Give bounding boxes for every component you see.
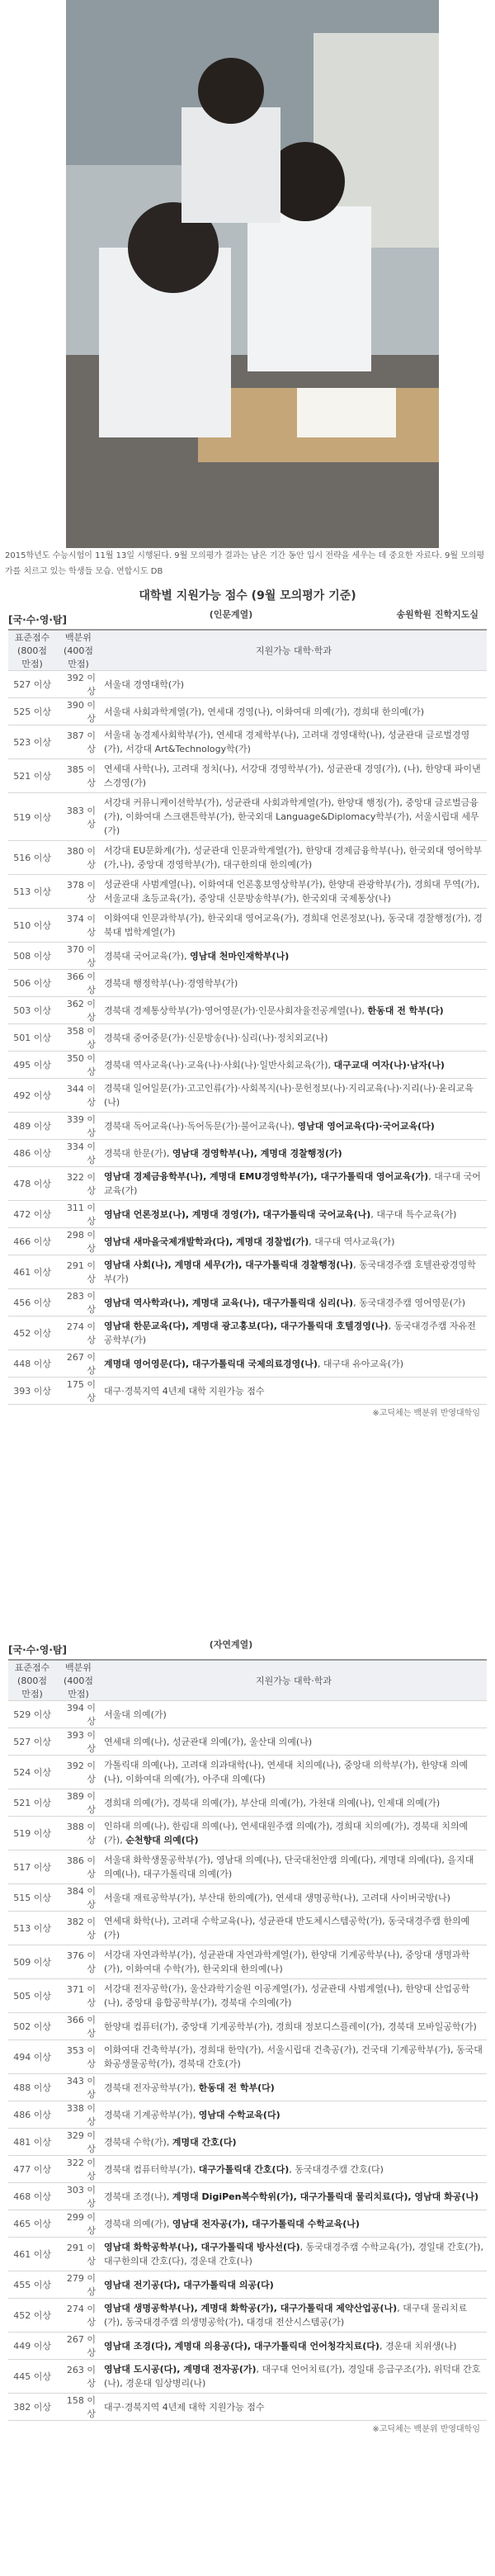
photo-illustration bbox=[66, 0, 439, 548]
percentile-university-highlight: 영남대 경제금융학부(나), 계명대 EMU경영학부(가), 대구가톨릭대 영어교육(가) bbox=[104, 1171, 429, 1182]
standard-score-cell: 486 이상 bbox=[8, 1140, 56, 1167]
universities-cell: 영남대 도시공(다), 계명대 전자공(가), 대구대 언어치료(가), 경일대 응급구조(가), 위덕대 간호(나), 경운대 임상병리(나) bbox=[101, 2360, 487, 2394]
table-row bbox=[8, 943, 487, 970]
percentile-cell: 362 이상 bbox=[56, 997, 101, 1024]
standard-score-cell: 452 이상 bbox=[8, 2299, 56, 2333]
table-row bbox=[8, 1350, 487, 1378]
standard-score-cell: 523 이상 bbox=[8, 726, 56, 759]
table-row bbox=[8, 698, 487, 726]
table-row bbox=[8, 1701, 487, 1728]
standard-score-cell: 478 이상 bbox=[8, 1167, 56, 1201]
table-row bbox=[8, 1912, 487, 1945]
standard-score-cell: 465 이상 bbox=[8, 2210, 56, 2238]
universities-cell: 영남대 조경(다), 계명대 의용공(다), 대구가톨릭대 언어청각치료(다), 경운대 치위생(나) bbox=[101, 2333, 487, 2360]
table-row bbox=[8, 726, 487, 759]
universities-cell: 경북대 의예(가), 영남대 전자공(가), 대구가톨릭대 수학교육(나) bbox=[101, 2210, 487, 2238]
natural-table-body bbox=[8, 1701, 487, 2421]
percentile-cell: 382 이상 bbox=[56, 1912, 101, 1945]
standard-score-cell: 495 이상 bbox=[8, 1052, 56, 1079]
percentile-cell: 291 이상 bbox=[56, 2238, 101, 2271]
standard-score-cell: 472 이상 bbox=[8, 1201, 56, 1228]
universities-cell: 서강대 전자공학(가), 울산과학기술원 이공계열(가), 성균관대 사범계열(나), 한양대 산업공학(나), 중앙대 융합공학부(가), 경북대 수의예(가) bbox=[101, 1979, 487, 2013]
table-row bbox=[8, 841, 487, 875]
universities-cell: 이화여대 인문과학부(가), 한국외대 영어교육(가), 경희대 언론정보(나), 동국대 경찰행정(가), 경북대 법학계열(가) bbox=[101, 909, 487, 943]
percentile-cell: 267 이상 bbox=[56, 2333, 101, 2360]
table-row bbox=[8, 1756, 487, 1789]
table-row bbox=[8, 2210, 487, 2238]
standard-score-cell: 466 이상 bbox=[8, 1228, 56, 1255]
percentile-cell: 376 이상 bbox=[56, 1945, 101, 1979]
table-row bbox=[8, 2333, 487, 2360]
percentile-cell: 374 이상 bbox=[56, 909, 101, 943]
table-row bbox=[8, 1850, 487, 1884]
universities-cell: 대구·경북지역 4년제 대학 지원가능 점수 bbox=[101, 1378, 487, 1405]
standard-score-cell: 519 이상 bbox=[8, 793, 56, 841]
universities-cell: 경북대 수학(가), 계명대 간호(다) bbox=[101, 2129, 487, 2156]
universities-cell: 계명대 영어영문(다), 대구가톨릭대 국제의료경영(나), 대구대 유아교육(가) bbox=[101, 1350, 487, 1378]
table-row bbox=[8, 2299, 487, 2333]
students-exam-photo bbox=[66, 0, 439, 548]
percentile-university-highlight: 영남대 역사학과(나), 계명대 교육(나), 대구가톨릭대 심리(나) bbox=[104, 1297, 354, 1308]
section-subheader bbox=[8, 607, 487, 629]
universities-cell: 서울대 화학생물공학부(가), 영남대 의예(나), 단국대천안캠 의예(다), 계명대 의예(다), 을지대 의예(나), 대구가톨릭대 의예(가) bbox=[101, 1850, 487, 1884]
standard-score-cell: 382 이상 bbox=[8, 2394, 56, 2421]
percentile-cell: 334 이상 bbox=[56, 1140, 101, 1167]
standard-score-cell: 445 이상 bbox=[8, 2360, 56, 2394]
universities-cell: 경북대 중어중문(가)·신문방송(나)·심리(나)·정치외교(나) bbox=[101, 1024, 487, 1052]
percentile-cell: 378 이상 bbox=[56, 875, 101, 909]
table-row bbox=[8, 1167, 487, 1201]
universities-cell: 경북대 기계공학부(가), 영남대 수학교육(다) bbox=[101, 2101, 487, 2129]
percentile-cell: 390 이상 bbox=[56, 698, 101, 726]
standard-score-cell: 393 이상 bbox=[8, 1378, 56, 1405]
table-row bbox=[8, 875, 487, 909]
percentile-cell: 299 이상 bbox=[56, 2210, 101, 2238]
universities-cell: 경북대 행정학부(나)·경영학부(가) bbox=[101, 970, 487, 997]
standard-score-cell: 516 이상 bbox=[8, 841, 56, 875]
natural-section bbox=[8, 1638, 487, 2439]
percentile-university-highlight: 영남대 새마을국제개발학과(다), 계명대 경찰법(가) bbox=[104, 1236, 309, 1247]
percentile-university-highlight: 영남대 생명공학부(나), 계명대 화학공(가), 대구가톨릭대 제약산업공(나) bbox=[104, 2303, 398, 2314]
standard-score-cell: 468 이상 bbox=[8, 2183, 56, 2210]
percentile-university-highlight: 영남대 한문교육(다), 계명대 광고홍보(다), 대구가톨릭대 호텔경영(나) bbox=[104, 1321, 389, 1331]
standard-score-cell: 492 이상 bbox=[8, 1079, 56, 1113]
universities-cell: 서강대 커뮤니케이션학부(가), 성균관대 사회과학계열(가), 한양대 행정(가), 중앙대 글로벌금융(가), 이화여대 스크랜튼학부(가), 한국외대 Language&Diplomacy학부(가), 서울시립대 세무(가) bbox=[101, 793, 487, 841]
humanities-table bbox=[8, 629, 487, 1405]
percentile-university-highlight: 계명대 영어영문(다), 대구가톨릭대 국제의료경영(나) bbox=[104, 1358, 318, 1369]
percentile-university-highlight: 영남대 사회(나), 계명대 세무(가), 대구가톨릭대 경찰행정(나) bbox=[104, 1260, 354, 1270]
table-row bbox=[8, 1945, 487, 1979]
standard-score-cell: 505 이상 bbox=[8, 1979, 56, 2013]
percentile-cell: 387 이상 bbox=[56, 726, 101, 759]
percentile-cell: 350 이상 bbox=[56, 1052, 101, 1079]
percentile-cell: 267 이상 bbox=[56, 1350, 101, 1378]
percentile-cell: 298 이상 bbox=[56, 1228, 101, 1255]
universities-cell: 경북대 경제통상학부(가)·영어영문(가)·인문사회자율전공계열(나), 한동대 전 학부(다) bbox=[101, 997, 487, 1024]
standard-score-cell: 503 이상 bbox=[8, 997, 56, 1024]
percentile-university-highlight: 영남대 수학교육(다) bbox=[198, 2109, 280, 2120]
percentile-cell: 311 이상 bbox=[56, 1201, 101, 1228]
percentile-cell: 353 이상 bbox=[56, 2040, 101, 2074]
percentile-cell: 175 이상 bbox=[56, 1378, 101, 1405]
table-row bbox=[8, 1979, 487, 2013]
percentile-university-highlight: 영남대 화학공학부(나), 대구가톨릭대 방사선(다) bbox=[104, 2242, 300, 2252]
table-row bbox=[8, 793, 487, 841]
table-row bbox=[8, 1024, 487, 1052]
percentile-cell: 392 이상 bbox=[56, 1756, 101, 1789]
section-title: 대학별 지원가능 점수 (9월 모의평가 기준) bbox=[139, 589, 356, 603]
standard-score-cell: 521 이상 bbox=[8, 1789, 56, 1817]
universities-cell: 영남대 한문교육(다), 계명대 광고홍보(다), 대구가톨릭대 호텔경영(나), 동국대경주캠 자유전공학부(가) bbox=[101, 1316, 487, 1350]
percentile-cell: 370 이상 bbox=[56, 943, 101, 970]
universities-cell: 연세대 사학(나), 고려대 정치(나), 서강대 경영학부(가), 성균관대 경영(가), (나), 한양대 파이낸스경영(가) bbox=[101, 759, 487, 793]
universities-cell: 대구·경북지역 4년제 대학 지원가능 점수 bbox=[101, 2394, 487, 2421]
standard-score-cell: 455 이상 bbox=[8, 2271, 56, 2299]
table-row bbox=[8, 2238, 487, 2271]
percentile-university-highlight: 영남대 전기공(다), 대구가톨릭대 의공(다) bbox=[104, 2279, 274, 2290]
standard-score-cell: 517 이상 bbox=[8, 1850, 56, 1884]
humanities-section bbox=[8, 584, 487, 1423]
table-row bbox=[8, 1201, 487, 1228]
universities-cell: 경북대 컴퓨터학부(가), 대구가톨릭대 간호(다), 동국대경주캠 간호(다) bbox=[101, 2156, 487, 2183]
section-label: [국·수·영·탐] bbox=[8, 1644, 68, 1656]
table-row bbox=[8, 759, 487, 793]
standard-score-cell: 519 이상 bbox=[8, 1817, 56, 1850]
standard-score-cell: 489 이상 bbox=[8, 1113, 56, 1140]
percentile-university-highlight: 대구교대 여자(나)·남자(나) bbox=[333, 1059, 445, 1071]
standard-score-cell: 508 이상 bbox=[8, 943, 56, 970]
table-row bbox=[8, 2129, 487, 2156]
universities-cell: 영남대 새마을국제개발학과(다), 계명대 경찰법(가), 대구대 역사교육(가) bbox=[101, 1228, 487, 1255]
universities-cell: 경북대 조경(나), 계명대 DigiPen복수학위(가), 대구가톨릭대 물리치료(다), 영남대 화공(나) bbox=[101, 2183, 487, 2210]
universities-cell: 경희대 의예(가), 경북대 의예(가), 부산대 의예(가), 가천대 의예(나), 인제대 의예(가) bbox=[101, 1789, 487, 1817]
percentile-cell: 343 이상 bbox=[56, 2074, 101, 2101]
universities-cell: 영남대 사회(나), 계명대 세무(가), 대구가톨릭대 경찰행정(나), 동국대경주캠 호텔관광경영학부(가) bbox=[101, 1255, 487, 1289]
table-row bbox=[8, 671, 487, 698]
percentile-university-highlight: 순천향대 의예(다) bbox=[125, 1835, 199, 1846]
percentile-university-highlight: 한동대 전 학부(다) bbox=[367, 1004, 444, 1016]
universities-cell: 경북대 일어일문(가)·고고인류(가)·사회복지(나)·문헌정보(나)·지리교육(나)·지리(나)·윤리교육(나) bbox=[101, 1079, 487, 1113]
universities-cell: 서울대 의예(가) bbox=[101, 1701, 487, 1728]
category-label: (인문계열) bbox=[209, 609, 253, 620]
table-row bbox=[8, 1079, 487, 1113]
standard-score-cell: 481 이상 bbox=[8, 2129, 56, 2156]
standard-score-cell: 513 이상 bbox=[8, 1912, 56, 1945]
table-row bbox=[8, 970, 487, 997]
standard-score-cell: 524 이상 bbox=[8, 1756, 56, 1789]
table-row bbox=[8, 2394, 487, 2421]
percentile-cell: 158 이상 bbox=[56, 2394, 101, 2421]
percentile-cell: 274 이상 bbox=[56, 1316, 101, 1350]
percentile-university-highlight: 대구가톨릭대 간호(다) bbox=[198, 2163, 290, 2175]
percentile-university-highlight: 영남대 도시공(다), 계명대 전자공(가) bbox=[104, 2364, 257, 2375]
percentile-university-highlight: 영남대 전자공(가), 대구가톨릭대 수학교육(나) bbox=[172, 2218, 360, 2229]
table-row bbox=[8, 1052, 487, 1079]
table-row bbox=[8, 1817, 487, 1850]
col-percentile: 백분위 (400점 만점) bbox=[56, 630, 101, 671]
universities-cell: 성균관대 사범계열(나), 이화여대 언론홍보영상학부(가), 한양대 관광학부(가), 경희대 무역(가), 서울교대 초등교육(가), 중앙대 신문방송학부(가), 한국외대 국제통상(나) bbox=[101, 875, 487, 909]
percentile-cell: 303 이상 bbox=[56, 2183, 101, 2210]
universities-cell: 서울대 농경제사회학부(가), 연세대 경제학부(나), 고려대 경영대학(나), 성균관대 글로벌경영(가), 서강대 Art&Technology학(가) bbox=[101, 726, 487, 759]
standard-score-cell: 509 이상 bbox=[8, 1945, 56, 1979]
standard-score-cell: 449 이상 bbox=[8, 2333, 56, 2360]
percentile-university-highlight: 한동대 전 학부(다) bbox=[198, 2082, 275, 2093]
standard-score-cell: 488 이상 bbox=[8, 2074, 56, 2101]
standard-score-cell: 477 이상 bbox=[8, 2156, 56, 2183]
standard-score-cell: 527 이상 bbox=[8, 671, 56, 698]
standard-score-cell: 452 이상 bbox=[8, 1316, 56, 1350]
percentile-cell: 366 이상 bbox=[56, 2013, 101, 2040]
col-standard-score: 표준점수 (800점 만점) bbox=[8, 1660, 56, 1701]
standard-score-cell: 486 이상 bbox=[8, 2101, 56, 2129]
standard-score-cell: 448 이상 bbox=[8, 1350, 56, 1378]
table-header-row bbox=[8, 1660, 487, 1701]
table-row bbox=[8, 1289, 487, 1316]
percentile-university-highlight: 영남대 조경(다), 계명대 의용공(다), 대구가톨릭대 언어청각치료(다) bbox=[104, 2340, 380, 2351]
percentile-cell: 394 이상 bbox=[56, 1701, 101, 1728]
universities-cell: 가톨릭대 의예(나), 고려대 의과대학(나), 연세대 치의예(나), 중앙대 의학부(가), 한양대 의예(나), 이화여대 의예(가), 아주대 의예(다) bbox=[101, 1756, 487, 1789]
col-standard-score: 표준점수 (800점 만점) bbox=[8, 630, 56, 671]
percentile-cell: 392 이상 bbox=[56, 671, 101, 698]
universities-cell: 영남대 역사학과(나), 계명대 교육(나), 대구가톨릭대 심리(나), 동국대경주캠 영어영문(가) bbox=[101, 1289, 487, 1316]
table-row bbox=[8, 1789, 487, 1817]
source-label: 송원학원 진학지도실 bbox=[396, 609, 478, 620]
standard-score-cell: 506 이상 bbox=[8, 970, 56, 997]
standard-score-cell: 513 이상 bbox=[8, 875, 56, 909]
table-row bbox=[8, 909, 487, 943]
humanities-table-body bbox=[8, 671, 487, 1405]
universities-cell: 경북대 전자공학부(가), 한동대 전 학부(다) bbox=[101, 2074, 487, 2101]
universities-cell: 영남대 경제금융학부(나), 계명대 EMU경영학부(가), 대구가톨릭대 영어교육(가), 대구대 국어교육(가) bbox=[101, 1167, 487, 1201]
percentile-cell: 322 이상 bbox=[56, 2156, 101, 2183]
universities-cell: 한양대 컴퓨터(가), 중앙대 기계공학부(가), 경희대 정보디스플레이(가), 경북대 모바일공학(가) bbox=[101, 2013, 487, 2040]
universities-cell: 서울대 재료공학부(가), 부산대 한의예(가), 연세대 생명공학(나), 고려대 사이버국방(나) bbox=[101, 1884, 487, 1912]
table-row bbox=[8, 2360, 487, 2394]
standard-score-cell: 461 이상 bbox=[8, 1255, 56, 1289]
percentile-university-highlight: 영남대 언론정보(나), 계명대 경영(가), 대구가톨릭대 국어교육(나) bbox=[104, 1208, 371, 1220]
table-row bbox=[8, 997, 487, 1024]
percentile-cell: 329 이상 bbox=[56, 2129, 101, 2156]
percentile-cell: 384 이상 bbox=[56, 1884, 101, 1912]
percentile-cell: 291 이상 bbox=[56, 1255, 101, 1289]
section-label: [국·수·영·탐] bbox=[8, 614, 68, 626]
percentile-cell: 322 이상 bbox=[56, 1167, 101, 1201]
percentile-cell: 388 이상 bbox=[56, 1817, 101, 1850]
standard-score-cell: 529 이상 bbox=[8, 1701, 56, 1728]
universities-cell: 영남대 언론정보(나), 계명대 경영(가), 대구가톨릭대 국어교육(나), 대구대 특수교육(가) bbox=[101, 1201, 487, 1228]
natural-table bbox=[8, 1659, 487, 2421]
photo-caption: 2015학년도 수능시험이 11월 13일 시행된다. 9월 모의평가 결과는 남은 기간 동안 입시 전략을 세우는 데 중요한 자료다. 9월 모의평가를 치르고 있는 학생들 모습. 연합시도 DB bbox=[5, 551, 485, 576]
universities-cell: 경북대 독어교육(나)·독어독문(가)·불어교육(나), 영남대 영어교육(다)·국어교육(다) bbox=[101, 1113, 487, 1140]
percentile-university-highlight: 영남대 영어교육(다)·국어교육(다) bbox=[297, 1120, 435, 1132]
table-row bbox=[8, 1378, 487, 1405]
universities-cell: 인하대 의예(나), 한림대 의예(나), 연세대원주캠 의예(가), 경희대 치의예(가), 경북대 치의예(가), 순천향대 의예(다) bbox=[101, 1817, 487, 1850]
standard-score-cell: 521 이상 bbox=[8, 759, 56, 793]
percentile-cell: 344 이상 bbox=[56, 1079, 101, 1113]
col-universities: 지원가능 대학·학과 bbox=[101, 1660, 487, 1701]
category-label: (자연계열) bbox=[209, 1639, 253, 1650]
universities-cell: 경북대 국어교육(가), 영남대 천마인재학부(나) bbox=[101, 943, 487, 970]
col-percentile: 백분위 (400점 만점) bbox=[56, 1660, 101, 1701]
table-row bbox=[8, 2101, 487, 2129]
percentile-university-highlight: 계명대 DigiPen복수학위(가), 대구가톨릭대 물리치료(다), 영남대 화공(나) bbox=[172, 2191, 479, 2202]
table-row bbox=[8, 2074, 487, 2101]
standard-score-cell: 461 이상 bbox=[8, 2238, 56, 2271]
universities-cell: 영남대 생명공학부(나), 계명대 화학공(가), 대구가톨릭대 제약산업공(나), 대구대 물리치료(가), 동국대경주캠 의생명공학(가), 대경대 전산시스템공(가) bbox=[101, 2299, 487, 2333]
percentile-cell: 366 이상 bbox=[56, 970, 101, 997]
standard-score-cell: 502 이상 bbox=[8, 2013, 56, 2040]
percentile-cell: 339 이상 bbox=[56, 1113, 101, 1140]
table-row bbox=[8, 1228, 487, 1255]
universities-cell: 이화여대 건축학부(가), 경희대 한약(가), 서울시립대 건축공(가), 건국대 기계공학부(가), 동국대 화공생물공학(가), 경북대 간호(가) bbox=[101, 2040, 487, 2074]
percentile-cell: 393 이상 bbox=[56, 1728, 101, 1756]
table-row bbox=[8, 1728, 487, 1756]
percentile-cell: 338 이상 bbox=[56, 2101, 101, 2129]
standard-score-cell: 525 이상 bbox=[8, 698, 56, 726]
table-note: ※고딕체는 백분위 반영대학임 bbox=[372, 2425, 480, 2434]
table-row bbox=[8, 1316, 487, 1350]
standard-score-cell: 494 이상 bbox=[8, 2040, 56, 2074]
table-header-row bbox=[8, 630, 487, 671]
universities-cell: 서울대 경영대학(가) bbox=[101, 671, 487, 698]
percentile-cell: 274 이상 bbox=[56, 2299, 101, 2333]
universities-cell: 연세대 의예(나), 성균관대 의예(가), 울산대 의예(나) bbox=[101, 1728, 487, 1756]
standard-score-cell: 501 이상 bbox=[8, 1024, 56, 1052]
table-row bbox=[8, 1884, 487, 1912]
table-row bbox=[8, 1140, 487, 1167]
universities-cell: 경북대 역사교육(나)·교육(나)·사회(나)·일반사회교육(가), 대구교대 여자(나)·남자(나) bbox=[101, 1052, 487, 1079]
percentile-university-highlight: 영남대 경영학부(나), 계명대 경찰행정(가) bbox=[172, 1147, 342, 1159]
universities-cell bbox=[101, 2271, 487, 2299]
percentile-cell: 383 이상 bbox=[56, 793, 101, 841]
percentile-cell: 358 이상 bbox=[56, 1024, 101, 1052]
universities-cell: 서강대 자연과학부(가), 성균관대 자연과학계열(가), 한양대 기계공학부(나), 중앙대 생명과학(가), 이화여대 수학(가), 한국외대 한의예(나) bbox=[101, 1945, 487, 1979]
standard-score-cell: 515 이상 bbox=[8, 1884, 56, 1912]
table-note: ※고딕체는 백분위 반영대학임 bbox=[372, 1409, 480, 1418]
table-row bbox=[8, 2013, 487, 2040]
table-row bbox=[8, 1255, 487, 1289]
percentile-cell: 386 이상 bbox=[56, 1850, 101, 1884]
percentile-cell: 371 이상 bbox=[56, 1979, 101, 2013]
section-subheader bbox=[8, 1638, 487, 1659]
table-row bbox=[8, 2183, 487, 2210]
table-row bbox=[8, 1113, 487, 1140]
table-row bbox=[8, 2040, 487, 2074]
universities-cell: 서강대 EU문화계(가), 성균관대 인문과학계열(가), 한양대 경제금융학부(나), 한국외대 영어학부(가,나), 중앙대 경영학부(가), 대구한의대 한의예(가) bbox=[101, 841, 487, 875]
percentile-cell: 283 이상 bbox=[56, 1289, 101, 1316]
percentile-cell: 380 이상 bbox=[56, 841, 101, 875]
standard-score-cell: 510 이상 bbox=[8, 909, 56, 943]
percentile-cell: 279 이상 bbox=[56, 2271, 101, 2299]
standard-score-cell: 456 이상 bbox=[8, 1289, 56, 1316]
table-row bbox=[8, 2156, 487, 2183]
percentile-cell: 385 이상 bbox=[56, 759, 101, 793]
percentile-university-highlight: 영남대 천마인재학부(나) bbox=[190, 950, 290, 962]
universities-cell: 경북대 한문(가), 영남대 경영학부(나), 계명대 경찰행정(가) bbox=[101, 1140, 487, 1167]
percentile-cell: 389 이상 bbox=[56, 1789, 101, 1817]
table-row bbox=[8, 2271, 487, 2299]
universities-cell: 서울대 사회과학계열(가), 연세대 경영(나), 이화여대 의예(가), 경희대 한의예(가) bbox=[101, 698, 487, 726]
percentile-university-highlight: 계명대 간호(다) bbox=[172, 2136, 237, 2148]
percentile-cell: 263 이상 bbox=[56, 2360, 101, 2394]
col-universities: 지원가능 대학·학과 bbox=[101, 630, 487, 671]
standard-score-cell: 527 이상 bbox=[8, 1728, 56, 1756]
universities-cell: 연세대 화학(나), 고려대 수학교육(나), 성균관대 반도체시스템공학(가), 동국대경주캠 한의예(가) bbox=[101, 1912, 487, 1945]
universities-cell: 영남대 화학공학부(나), 대구가톨릭대 방사선(다), 동국대경주캠 수학교육(가), 경일대 간호(가), 대구한의대 간호(다), 경운대 간호(나) bbox=[101, 2238, 487, 2271]
